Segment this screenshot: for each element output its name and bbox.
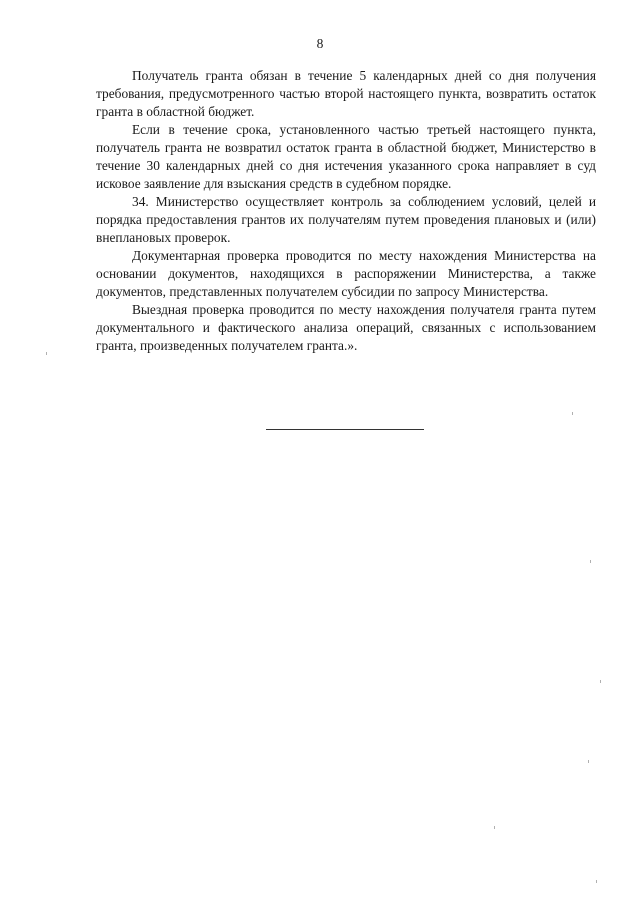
scan-speck [588, 760, 589, 763]
scan-speck [572, 412, 573, 415]
document-body [96, 67, 596, 355]
page-number: 8 [316, 36, 324, 51]
scan-speck [600, 680, 601, 683]
scan-speck [494, 826, 495, 829]
scan-speck [46, 352, 47, 355]
scan-speck [590, 560, 591, 563]
end-of-document-rule [266, 429, 424, 430]
paragraph-court-claim: Если в течение срока, установленного частью третьей настоящего пункта, получатель гранта не возвратил остаток гранта в областной бюджет, Министерство в течение 30 календарных дней со дня истечения указанного срока направляет в суд исковое заявление для взыскания средств в судебном порядке. [96, 122, 596, 191]
paragraph-field-inspection: Выездная проверка проводится по месту нахождения получателя гранта путем документального и фактического анализа операций, связанных с использованием гранта, произведенных получателем гранта.». [96, 302, 596, 353]
scan-speck [596, 880, 597, 883]
paragraph-documentary-inspection: Документарная проверка проводится по месту нахождения Министерства на основании документов, находящихся в распоряжении Министерства, а также документов, представленных получателем субсидии по запросу Министерства. [96, 248, 596, 299]
paragraph-ministry-control: 34. Министерство осуществляет контроль за соблюдением условий, целей и порядка предоставления грантов их получателям путем проведения плановых и (или) внеплановых проверок. [96, 194, 596, 245]
paragraph-grant-return-deadline: Получатель гранта обязан в течение 5 календарных дней со дня получения требования, предусмотренного частью второй настоящего пункта, возвратить остаток гранта в областной бюджет. [96, 68, 596, 119]
